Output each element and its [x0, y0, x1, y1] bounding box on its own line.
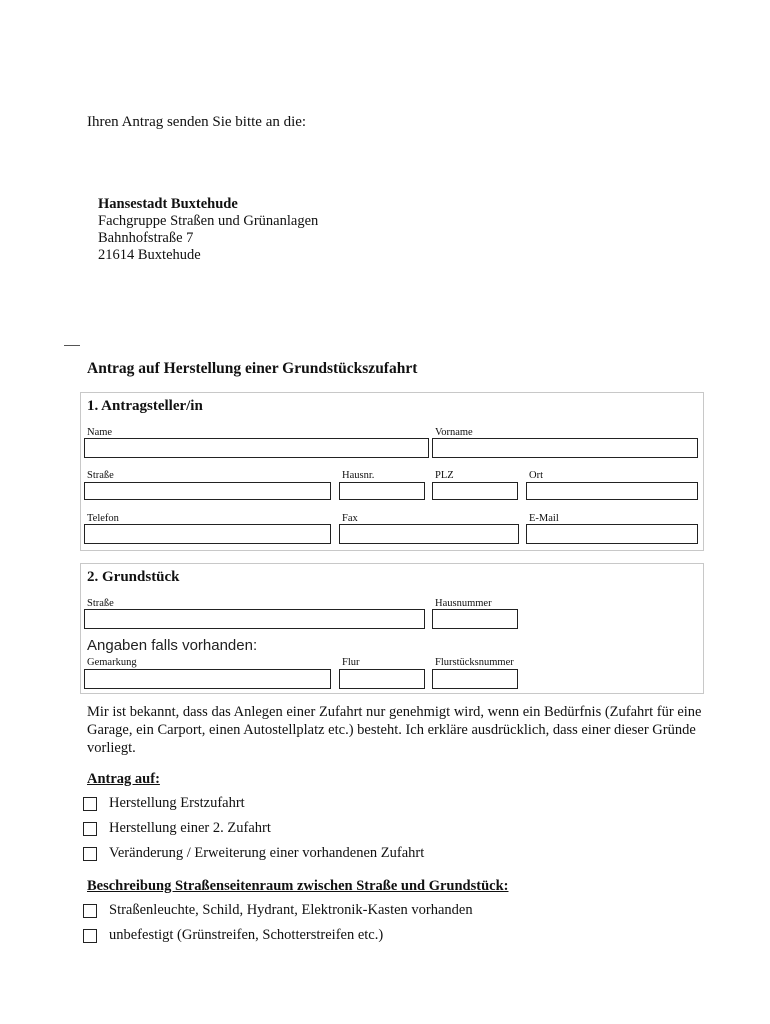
vorname-field[interactable] [432, 438, 698, 458]
option-veraenderung[interactable] [83, 845, 424, 862]
recipient-department: Fachgruppe Straßen und Grünanlagen [98, 213, 319, 229]
antrag-heading: Antrag auf: [87, 771, 160, 787]
option-zweite-zufahrt[interactable] [83, 820, 271, 837]
checkbox-strassenleuchte[interactable] [83, 904, 97, 918]
label-grundstueck-strasse: Straße [87, 598, 114, 609]
hausnummer-field[interactable] [432, 609, 518, 629]
ort-field[interactable] [526, 482, 698, 500]
grundstueck-strasse-field[interactable] [84, 609, 425, 629]
option-label: Herstellung Erstzufahrt [109, 795, 245, 811]
optional-details-heading: Angaben falls vorhanden: [87, 637, 258, 654]
option-strassenleuchte[interactable] [83, 902, 473, 919]
option-label: Veränderung / Erweiterung einer vorhandenen Zufahrt [109, 845, 425, 861]
email-field[interactable] [526, 524, 698, 544]
checkbox-zweite-zufahrt[interactable] [83, 822, 97, 836]
label-flurstuecksnummer: Flurstücksnummer [435, 657, 514, 668]
option-label: unbefestigt (Grünstreifen, Schotterstreifen etc.) [109, 927, 384, 943]
option-erstzufahrt[interactable] [83, 795, 245, 812]
plz-field[interactable] [432, 482, 518, 500]
fax-field[interactable] [339, 524, 519, 544]
label-email: E-Mail [529, 513, 559, 524]
checkbox-erstzufahrt[interactable] [83, 797, 97, 811]
hausnr-field[interactable] [339, 482, 425, 500]
label-plz: PLZ [435, 470, 454, 481]
recipient-address [98, 196, 318, 264]
flur-field[interactable] [339, 669, 425, 689]
option-unbefestigt[interactable] [83, 927, 383, 944]
checkbox-unbefestigt[interactable] [83, 929, 97, 943]
label-telefon: Telefon [87, 513, 119, 524]
recipient-name: Hansestadt Buxtehude [98, 196, 238, 212]
recipient-street: Bahnhofstraße 7 [98, 230, 194, 246]
label-fax: Fax [342, 513, 358, 524]
checkbox-veraenderung[interactable] [83, 847, 97, 861]
declaration-text: Mir ist bekannt, dass das Anlegen einer Zufahrt nur genehmigt wird, wenn ein Bedürfnis (Zufahrt für eine Garage, ein Carport, einen Autostellplatz etc.) besteht. Ich erkläre ausdrücklich, dass einer dieser Gründe vorliegt. [87, 704, 702, 756]
label-hausnummer: Hausnummer [435, 598, 492, 609]
option-label: Straßenleuchte, Schild, Hydrant, Elektronik-Kasten vorhanden [109, 902, 473, 918]
label-name: Name [87, 427, 113, 438]
label-strasse: Straße [87, 470, 114, 481]
label-hausnr: Hausnr. [342, 470, 375, 481]
label-flur: Flur [342, 657, 360, 668]
name-field[interactable] [84, 438, 429, 458]
strasse-field[interactable] [84, 482, 331, 500]
property-section [80, 563, 704, 694]
applicant-section [80, 392, 704, 551]
telefon-field[interactable] [84, 524, 331, 544]
label-vorname: Vorname [435, 427, 473, 438]
flurstuecksnummer-field[interactable] [432, 669, 518, 689]
label-ort: Ort [529, 470, 543, 481]
recipient-city: 21614 Buxtehude [98, 247, 201, 263]
beschreibung-heading: Beschreibung Straßenseitenraum zwischen Straße und Grundstück: [87, 878, 509, 894]
instruction-text: Ihren Antrag senden Sie bitte an die: [87, 114, 307, 130]
form-title: Antrag auf Herstellung einer Grundstückszufahrt [87, 360, 418, 377]
section-title-property: 2. Grundstück [87, 569, 180, 585]
label-gemarkung: Gemarkung [87, 657, 137, 668]
gemarkung-field[interactable] [84, 669, 331, 689]
fold-mark [64, 345, 80, 346]
section-title-applicant: 1. Antragsteller/in [87, 398, 203, 414]
option-label: Herstellung einer 2. Zufahrt [109, 820, 271, 836]
